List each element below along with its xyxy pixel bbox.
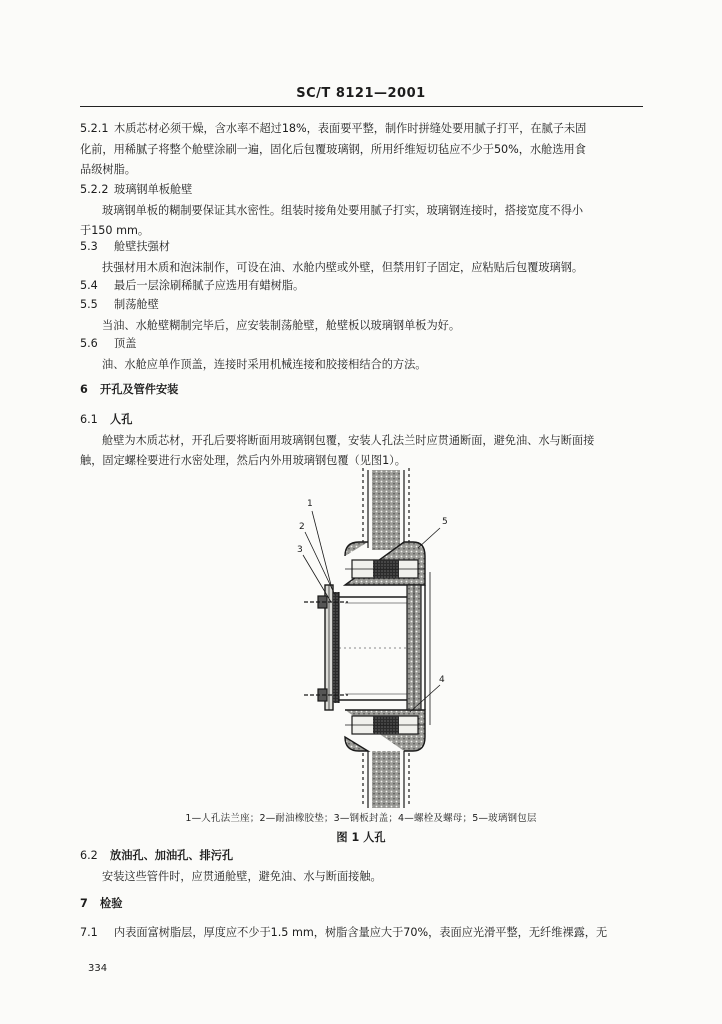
paragraph-line: 油、水舱应单作顶盖，连接时采用机械连接和胶接相结合的方法。 — [102, 357, 427, 371]
page-number: 334 — [88, 963, 108, 974]
figure-label-5: 5 — [442, 517, 448, 527]
section-number: 5.2.2 — [80, 183, 109, 196]
figure-label-2: 2 — [299, 522, 305, 532]
figure-legend: 1—人孔法兰座；2—耐油橡胶垫；3—钢板封盖；4—螺栓及螺母；5—玻璃钢包层 — [185, 813, 537, 824]
paragraph-line: 安装这些管件时，应贯通舱壁，避免油、水与断面接触。 — [102, 869, 382, 883]
section-title: 玻璃钢单板舱壁 — [114, 183, 193, 196]
paragraph-line: 触，固定螺栓要进行水密处理，然后内外用玻璃钢包覆（见图1）。 — [80, 454, 406, 467]
section-number: 5.5 — [80, 298, 98, 311]
section-7 — [80, 894, 644, 915]
section-title: 开孔及管件安装 — [100, 383, 179, 396]
figure-label-4: 4 — [439, 675, 445, 685]
section-number: 5.2.1 — [80, 122, 109, 135]
section-number: 6.1 — [80, 413, 98, 426]
section-7-1 — [80, 923, 644, 944]
section-title: 制荡舱壁 — [114, 298, 159, 311]
figure-label-3: 3 — [297, 545, 303, 555]
section-title: 放油孔、加油孔、排污孔 — [110, 849, 234, 862]
paragraph-line: 当油、水舱壁糊制完毕后，应安装制荡舱壁，舱壁板以玻璃钢单板为好。 — [102, 318, 461, 332]
paragraph-line: 扶强材用木质和泡沫制作，可设在油、水舱内壁或外壁，但禁用钉子固定，应粘贴后包覆玻璃钢。 — [102, 260, 584, 274]
section-number: 5.6 — [80, 337, 98, 350]
paragraph-line: 内表面富树脂层，厚度应不少于1.5 mm，树脂含量应大于70%，表面应光滑平整，无纤维裸露，无 — [114, 926, 608, 939]
paragraph-line: 木质芯材必须干燥，含水率不超过18%，表面要平整，制作时拼缝处要用腻子打平，在腻子未固 — [114, 122, 587, 135]
section-number: 5.3 — [80, 240, 98, 253]
paragraph-line: 于150 mm。 — [80, 224, 150, 237]
paragraph-line: 玻璃钢单板的糊制要保证其水密性。组装时接角处要用腻子打实，玻璃钢连接时，搭接宽度不得小 — [102, 203, 584, 217]
page-header: SC/T 8121—2001 — [296, 86, 426, 101]
paragraph-line: 品级树脂。 — [80, 163, 136, 176]
section-title: 人孔 — [110, 413, 133, 426]
section-6-2 — [80, 846, 644, 887]
section-title: 顶盖 — [114, 337, 137, 350]
paragraph-line: 舱壁为木质芯材，开孔后要将断面用玻璃钢包覆，安装人孔法兰时应贯通断面，避免油、水与断面接 — [102, 433, 595, 447]
section-number: 5.4 — [80, 279, 98, 292]
section-number: 6 — [80, 383, 88, 396]
section-number: 7.1 — [80, 926, 98, 939]
section-number: 6.2 — [80, 849, 98, 862]
paragraph-line: 化前，用稀腻子将整个舱壁涂刷一遍，固化后包覆玻璃钢，所用纤维短切毡应不少于50%，水舱选用食 — [80, 142, 586, 156]
figure-caption: 图 1 人孔 — [336, 831, 386, 844]
paragraph-line: 最后一层涂刷稀腻子应选用有蜡树脂。 — [114, 279, 305, 292]
figure-label-1: 1 — [307, 499, 313, 509]
section-title: 舱壁扶强材 — [114, 240, 170, 253]
section-number: 7 — [80, 897, 88, 910]
section-title: 检验 — [100, 897, 123, 910]
